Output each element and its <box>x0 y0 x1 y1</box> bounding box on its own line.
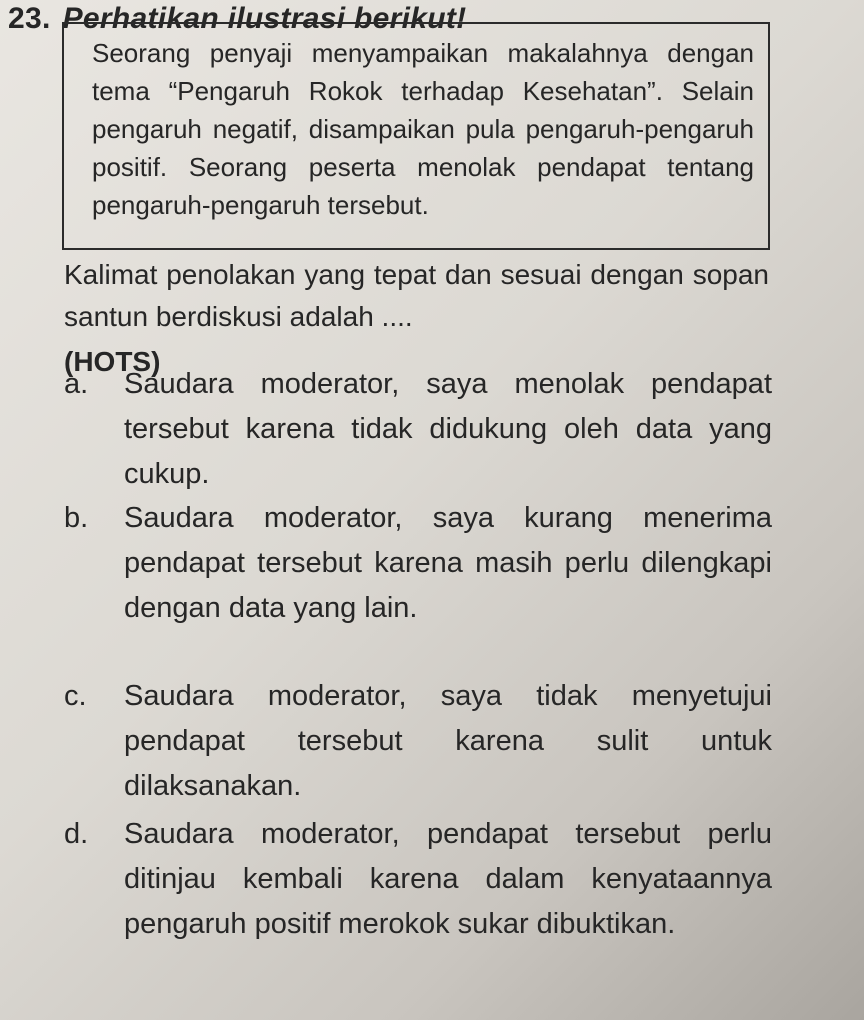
option-letter: a. <box>64 368 89 400</box>
option-letter: b. <box>64 502 89 534</box>
hots-tag: (HOTS) <box>64 346 161 377</box>
illustration-box <box>62 22 770 250</box>
option-c[interactable] <box>64 674 772 809</box>
option-letter: c. <box>64 680 87 712</box>
option-a[interactable] <box>64 362 772 497</box>
question-number: 23. <box>8 2 51 35</box>
option-b[interactable] <box>64 496 772 631</box>
option-d[interactable] <box>64 812 772 947</box>
option-text: Saudara moderator, saya menolak pendapat tersebut karena tidak didukung oleh data yang cukup. <box>124 368 772 490</box>
option-text: Saudara moderator, saya tidak menyetujui pendapat tersebut karena sulit untuk dilaksanakan. <box>124 680 772 802</box>
question-intro: Perhatikan ilustrasi berikut! <box>62 2 467 35</box>
option-letter: d. <box>64 818 89 850</box>
question-stem: Kalimat penolakan yang tepat dan sesuai dengan sopan santun berdiskusi adalah .... <box>64 259 769 332</box>
illustration-text: Seorang penyaji menyampaikan makalahnya dengan tema “Pengaruh Rokok terhadap Kesehatan”. Selain pengaruh negatif, disampaikan pula pengaruh-pengaruh positif. Seorang peserta menolak pendapat tentang pengaruh-pengaruh tersebut. <box>92 38 754 220</box>
option-text: Saudara moderator, pendapat tersebut perlu ditinjau kembali karena dalam kenyataannya pengaruh positif merokok sukar dibuktikan. <box>124 818 772 940</box>
option-text: Saudara moderator, saya kurang menerima pendapat tersebut karena masih perlu dilengkapi dengan data yang lain. <box>124 502 772 624</box>
